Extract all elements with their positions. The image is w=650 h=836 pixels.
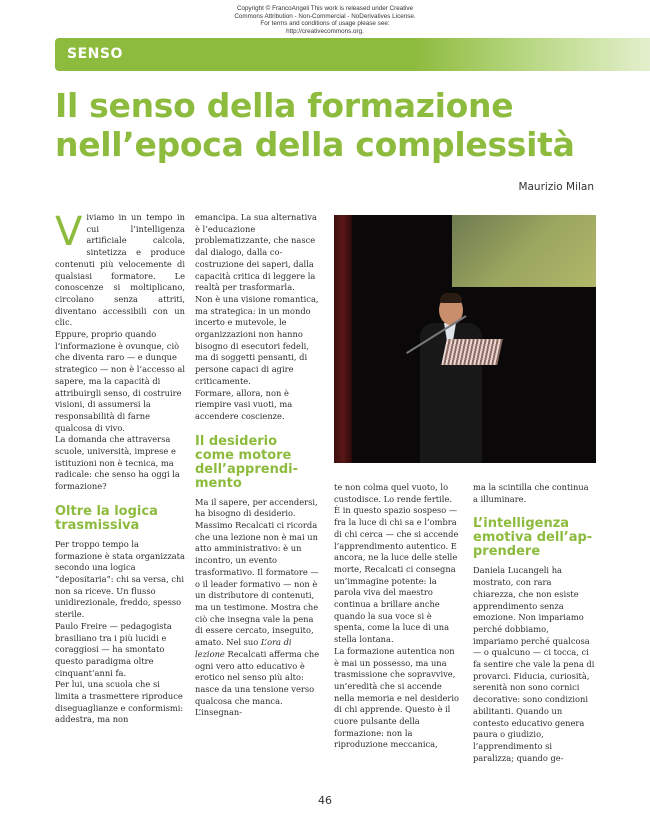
subheading-line: prendere <box>473 544 541 560</box>
paragraph: Eppure, proprio quando l’informazione è ovunque, ciò che diventa raro — e dunque strategico — non è l’accesso al sapere, ma la capacità di attribuirgli senso, di costruire visioni, di assumersi la responsabilità di farne qualcosa di vivo. <box>55 329 185 433</box>
subheading-line: Oltre la logica <box>55 503 158 519</box>
paragraph: ma la scintilla che continua a illuminare. <box>473 482 589 504</box>
paragraph: Per lui, una scuola che si limita a trasmettere riproduce diseguaglianze e conformismi: addestra, ma non <box>55 679 184 725</box>
paragraph: te non colma quel vuoto, lo custodisce. Lo rende fertile. <box>334 482 452 504</box>
section-band <box>55 38 650 71</box>
paragraph: emancipa. La sua alternativa è l’educazione problematizzante, che nasce dal dialogo, dalla co-costruzione dei saperi, dalla capacità critica di leggere la realtà per trasformarla. <box>195 212 317 293</box>
text-column-1 <box>55 209 185 726</box>
stage-curtain <box>334 215 352 463</box>
page-number: 46 <box>318 794 332 807</box>
title-line: Il senso della formazione <box>55 86 514 125</box>
subheading-line: Il desiderio <box>195 433 278 449</box>
paragraph: Non è una visione romantica, ma strategica: in un mondo incerto e mutevole, le organizzazioni non hanno bisogno di esecutori fedeli, ma di soggetti pensanti, di persone capaci di agire criticamente. <box>195 293 319 386</box>
speaker-photo <box>334 215 596 463</box>
article-title <box>55 86 615 164</box>
paragraph: È in questo spazio sospeso — fra la luce di chi sa e l’ombra di chi cerca — che si accende l’apprendimento autentico. E ancora, ne la luce delle stelle morte, Recalcati ci consegna un’immagine potente: la parola viva del maestro continua a brillare anche quando la sua voce si è spenta, come la luce di una stella lontana. <box>334 505 459 645</box>
subheading-line: L’intelligenza <box>473 516 570 532</box>
paragraph <box>195 520 322 719</box>
intro-text: iviamo in un tempo in cui l’intelligenza artificiale calcola, sintetizza e produce contenuti più velocemente di qualsiasi formatore. Le conoscenze si moltiplicano, circolano senza attriti, diventano accessibili con un clic. <box>55 212 185 328</box>
paragraph: Formare, allora, non è riempire vasi vuoti, ma accendere coscienze. <box>195 387 293 421</box>
subheading-line: emotiva dell’ap- <box>473 530 593 546</box>
copyright-notice <box>200 5 450 35</box>
copyright-line: Copyright © FrancoAngeli This work is released under Creative <box>236 5 414 12</box>
text-column-4 <box>473 482 595 764</box>
paragraph: Daniela Lucangeli ha mostrato, con rara chiarezza, che non esiste apprendimento senza emozione. Non impariamo perché dobbiamo, impariamo perché qualcosa — o qualcuno — ci tocca, ci fa sentire che vale la pena di provarci. Fiducia, curiosità, serenità non sono cornici decorative: sono condizioni abilitanti. Quando un contesto educativo genera paura o giudizio, l’apprendimento si paralizza; quando ge- <box>473 565 595 763</box>
author-byline: Maurizio Milan <box>518 181 594 193</box>
subheading-line: mento <box>195 475 242 491</box>
subheading-desiderio <box>195 435 322 491</box>
text-span: Recalcati afferma che ogni vero atto educativo è erotico nel senso più alto: nasce da una tensione verso qualcosa che manca. L’insegnan- <box>195 648 320 718</box>
book-title: L’ora di lezione <box>195 637 292 659</box>
paragraph: La formazione autentica non è mai un possesso, ma una trasmissione che sopravvive, un’eredità che si accende nella memoria e nel desiderio di chi apprende. Questo è il cuore pulsante della formazione: non la riproduzione meccanica, <box>334 645 460 750</box>
copyright-line: Commons Attribution - Non-Commercial - NoDerivatives License. <box>234 12 416 20</box>
subheading-intelligenza <box>473 517 595 559</box>
paragraph: Per troppo tempo la formazione è stata organizzata secondo una logica “depositaria”: chi sa versa, chi non sa riceve. Un flusso unidirezionale, freddo, spesso sterile. <box>55 538 185 620</box>
intro-paragraph <box>55 209 185 329</box>
subheading-oltre <box>55 505 185 533</box>
lectern <box>441 339 503 365</box>
subheading-line: dell’apprendi- <box>195 461 298 477</box>
text-column-2 <box>195 212 322 719</box>
text-column-3 <box>334 482 461 751</box>
drop-cap: V <box>55 209 83 255</box>
paragraph: Paulo Freire — pedagogista brasiliano tra i più lucidi e coraggiosi — ha smontato questo paradigma oltre cinquant’anni fa. <box>55 620 172 678</box>
copyright-line: For terms and conditions of usage please see: <box>260 20 390 28</box>
section-label: SENSO <box>67 46 123 62</box>
projection-screen <box>452 215 596 287</box>
copyright-line: http://creativecommons.org. <box>286 27 364 35</box>
paragraph: La domanda che attraversa scuole, università, imprese e istituzioni non è tecnica, ma radicale: che senso ha oggi la formazione? <box>55 434 180 492</box>
paragraph: Ma il sapere, per accendersi, ha bisogno di desiderio. <box>195 496 318 519</box>
subheading-line: trasmissiva <box>55 517 140 533</box>
text-span: Massimo Recalcati ci ricorda che una lezione non è mai un atto amministrativo: è un incontro, un evento trasformativo. Il formatore — o il leader formativo — non è un distributore di contenuti, ma un testimone. Mostra che ciò che insegna vale la pena di essere cercato, inseguito, amato. Nel suo <box>195 520 319 648</box>
title-line: nell’epoca della complessità <box>55 125 575 164</box>
subheading-line: come motore <box>195 447 292 463</box>
speaker-hair <box>440 293 462 303</box>
